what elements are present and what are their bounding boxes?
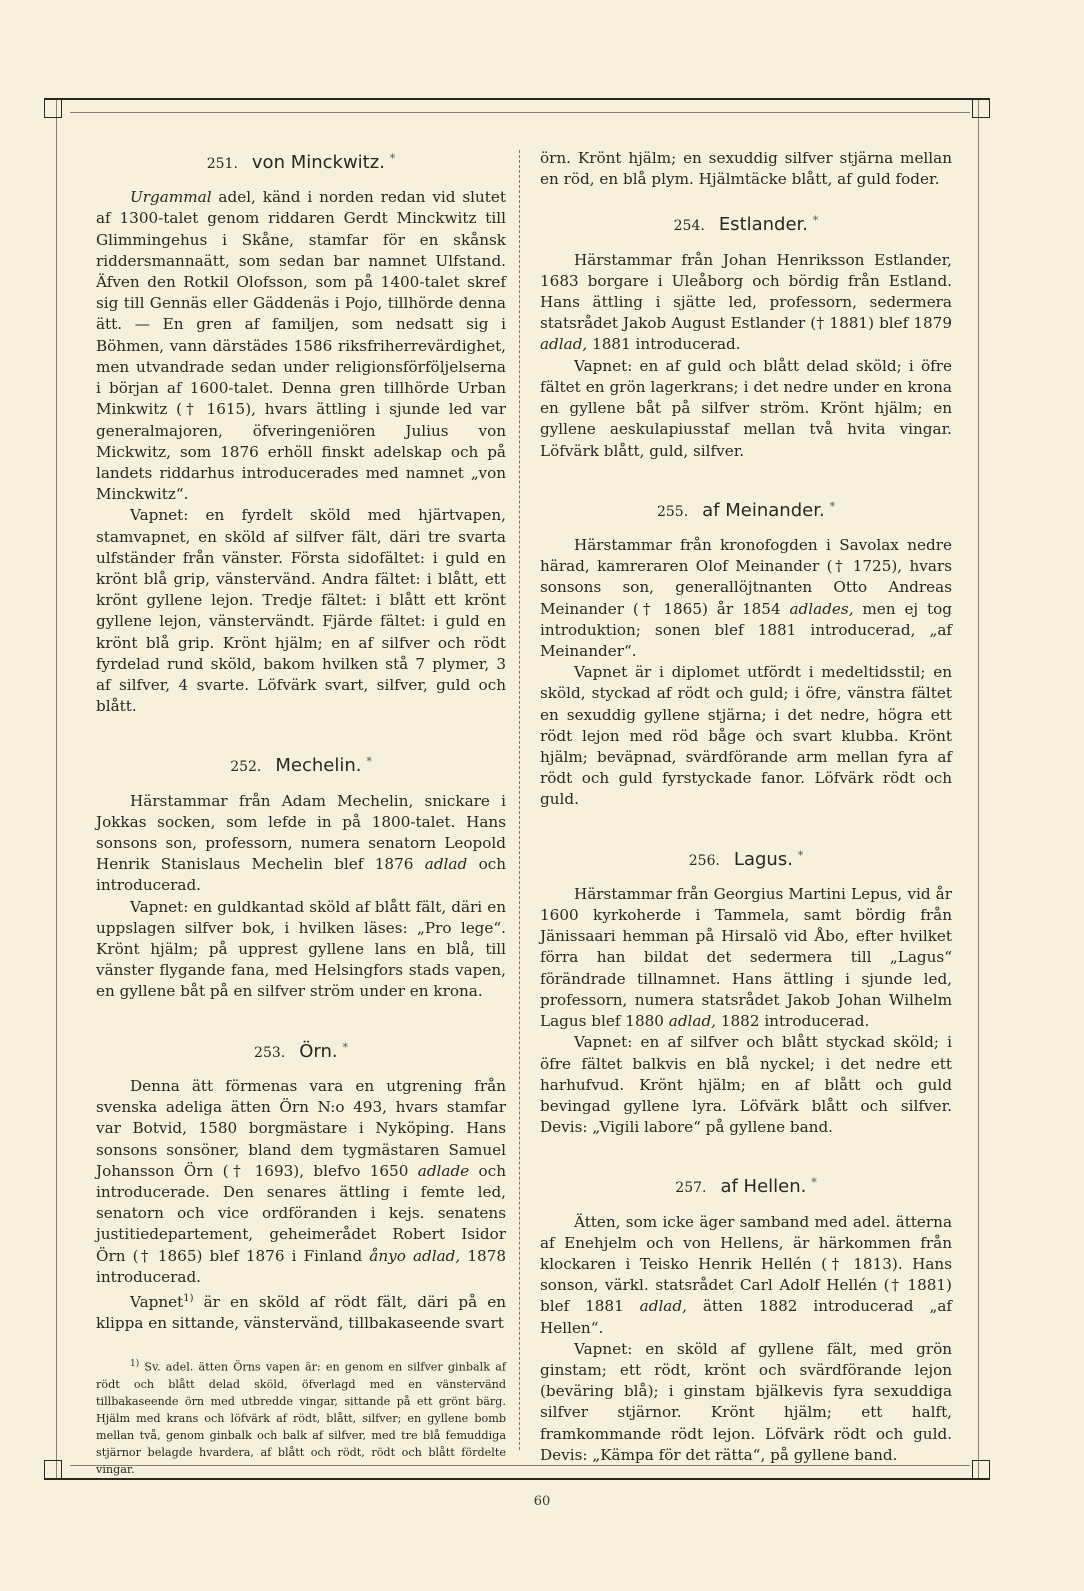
entry-number: 253.	[254, 1044, 286, 1061]
entry-254-paragraph-1	[540, 250, 952, 356]
paragraph-text: Denna ätt förmenas vara en utgrening från svenska adeliga ätten Örn N:o 493, hvars stamfar var Botvid, 1580 borgmästare i Nyköping. Hans sonsons sonsöner, bland dem tygmästaren Samuel Johansson Örn († 1693), blefvo 1650	[96, 1076, 506, 1180]
paragraph-text: Härstammar från Johan Henriksson Estlander, 1683 borgare i Uleåborg och bördig från Estland. Hans ättling i sjätte led, professorn, sedermera statsrådet Jakob August Estlander († 1881) blef 1879	[540, 250, 952, 333]
entry-name: Mechelin.	[275, 755, 362, 777]
italic-word: adlad,	[540, 335, 588, 354]
entry-name: Estlander.	[718, 214, 809, 236]
paragraph-text: och introducerade. Den senares ättling i femte led, senatorn och vice ordföranden i kejs. senatens justitiedepartement, geheimerådet Robert Isidor Örn († 1865) blef 1876 i Finland	[96, 1161, 506, 1265]
page-number: 60	[533, 1494, 551, 1509]
entry-heading-256	[540, 845, 952, 872]
entry-star: *	[812, 214, 819, 228]
paragraph-text: adel, känd i norden redan vid slutet af 1300-talet genom riddaren Gerdt Minckwitz till Glimmingehus i Skåne, stamfar för en skånsk riddersmannaätt, som sedan bar namnet Ulfstand. Äfven den Rotkil Olofsson, som på 1400-talet skref sig till Gennäs eller Gäddenäs i Pojo, tillhörde denna ätt. — En gren af familjen, som nedsatt sig i Böhmen, vann därstädes 1586 riksfriherrevärdighet, men utvandrade sedan under religionsförföljelserna i början af 1600-talet. Denna gren tillhörde Urban Minkwitz († 1615), hvars ättling i sjunde led var generalmajoren, öfveringeniören Julius von Mickwitz, som 1876 erhöll finskt adelskap och på landets riddarhus introducerades med namnet „von Minckwitz“.	[96, 188, 506, 504]
paragraph-text: Ätten, som icke äger samband med adel. ätterna af Enehjelm och von Hellens, är härkommen från klockaren i Teisko Henrik Hellén († 1813). Hans sonson, värkl. statsrådet Carl Adolf Hellén († 1881) blef 1881	[540, 1212, 952, 1316]
footnote-text: Sv. adel. ätten Örns vapen är: en genom en silfver ginbalk af rödt och blått delad sköld, öfverlagd med en vänstervänd tillbakaseende örn med utbredde vingar, sittande på ett grönt bärg. Hjälm med krans och löfvärk af rödt, blått, silfver; en gyllene bomb mellan två, genom ginbalk och balk af silfver, med tre blå femuddiga stjärnor belagde hvardera, af blått och rödt, rödt och blått fördelte vingar.	[96, 1361, 506, 1477]
entry-name: Lagus.	[733, 848, 793, 870]
entry-name: af Meinander.	[702, 499, 825, 521]
italic-word: ånyo adlad,	[369, 1246, 461, 1265]
entry-star: *	[811, 1176, 817, 1190]
paragraph-text: ätten 1882 introducerad „af Hellen“.	[540, 1297, 952, 1337]
frame-bottom-line	[44, 1478, 990, 1480]
paragraph-text: 1882 introducerad.	[716, 1012, 870, 1031]
frame-corner-bottom-right	[972, 1460, 990, 1478]
entry-257-paragraph-1	[540, 1212, 952, 1339]
entry-star: *	[797, 848, 804, 862]
paragraph-text: och introducerad.	[96, 855, 506, 895]
entry-star: *	[389, 152, 396, 165]
paragraph-text: 1878 introducerad.	[96, 1246, 506, 1286]
entry-star: *	[366, 755, 372, 769]
frame-top-inner-line	[70, 112, 970, 113]
entry-star: *	[829, 499, 835, 513]
italic-word: Urgammal	[130, 188, 212, 207]
left-column	[96, 148, 506, 1478]
entry-star: *	[342, 1040, 348, 1054]
paragraph-text: Härstammar från Georgius Martini Lepus, vid år 1600 kyrkoherde i Tammela, samt bördig från Jänissaari hemman på Hirsalö vid Åbo, efter hvilket förra han bildat det sedermera till „Lagus“ förändrade tillnamnet. Hans ättling i sjunde led, professorn, numera statsrådet Jakob Johan Wilhelm Lagus blef 1880	[540, 884, 952, 1031]
entry-252-paragraph-2: Vapnet: en guldkantad sköld af blått fält, däri en uppslagen silfver bok, i hvilken läses: „Pro lege“. Krönt hjälm; på upprest gyllene lans en blå, till vänster flygande fana, med Helsingfors stads vapen, en gyllene båt på en silfver ström under en krona.	[96, 897, 506, 1001]
entry-name: von Minckwitz.	[251, 152, 385, 174]
entry-256-paragraph-1	[540, 884, 952, 1032]
entry-heading-254	[540, 210, 952, 237]
italic-word: adlad,	[639, 1297, 687, 1316]
column-divider	[519, 150, 522, 1450]
entry-253-paragraph-2-continued: örn. Krönt hjälm; en sexuddig silfver stjärna mellan en röd, en blå plym. Hjälmtäcke blått, af guld foder.	[540, 149, 952, 189]
entry-number: 252.	[230, 759, 262, 776]
footnote-mark: 1)	[130, 1359, 140, 1370]
entry-251-paragraph-2: Vapnet: en fyrdelt sköld med hjärtvapen, stamvapnet, en sköld af silfver fält, däri tre svarta ulfständer från vänster. Första sidofältet: i guld en krönt blå grip, vänstervänd. Andra fältet: i blått, ett krönt gyllene lejon. Tredje fältet: i blått ett krönt gyllene lejon, vänstervändt. Fjärde fältet: i guld en krönt blå grip. Krönt hjälm; en af silfver och rödt fyrdelad rund sköld, bakom hvilken stå 7 plymer, 3 af silfver, 4 svarte. Löfvärk svart, silfver, guld och blått.	[96, 506, 506, 716]
frame-corner-top-left	[44, 100, 62, 118]
entry-251-paragraph-1	[96, 187, 506, 505]
frame-corner-bottom-left	[44, 1460, 62, 1478]
entry-heading-251	[96, 148, 506, 175]
entry-number: 255.	[656, 503, 689, 520]
footnote-reference: 1)	[183, 1292, 194, 1304]
entry-heading-253	[96, 1037, 506, 1064]
italic-word: adlade	[417, 1161, 470, 1180]
entry-number: 257.	[675, 1180, 707, 1197]
entry-253-paragraph-2	[96, 1288, 506, 1334]
entry-heading-252	[96, 751, 506, 778]
paragraph-text: men ej tog introduktion; sonen blef 1881 introducerad, „af Meinander“.	[540, 599, 952, 660]
entry-253-paragraph-1	[96, 1076, 506, 1288]
entry-255-paragraph-2: Vapnet är i diplomet utfördt i medeltidsstil; en sköld, styckad af rödt och guld; i öfre, vänstra fältet en sexuddig gyllene stjärna; i det nedre, högra ett rödt lejon med röd båge och svart klubba. Krönt hjälm; beväpnad, svärdförande arm mellan fyra af rödt och guld fyrstyckade fanor. Löfvärk rödt och guld.	[540, 663, 952, 809]
paragraph-text: är en sköld af rödt fält, däri på en klippa en sittande, vänstervänd, tillbakaseende svart	[96, 1293, 506, 1333]
footnote	[96, 1356, 506, 1478]
frame-corner-top-right	[972, 100, 990, 118]
entry-heading-257	[540, 1172, 952, 1199]
paragraph-text: 1881 introducerad.	[587, 335, 741, 354]
entry-254-paragraph-2: Vapnet: en af guld och blått delad sköld; i öfre fältet en grön lagerkrans; i det nedre under en krona en gyllene båt på silfver ström. Krönt hjälm; en gyllene aeskulapiusstaf mellan två hvita vingar. Löfvärk blått, guld, silfver.	[540, 356, 952, 460]
frame-left-line	[56, 100, 57, 1478]
italic-word: adlad,	[668, 1012, 717, 1031]
entry-name: af Hellen.	[720, 1176, 807, 1198]
entry-257-paragraph-2: Vapnet: en sköld af gyllene fält, med grön ginstam; ett rödt, krönt och svärdförande lejon (beväring blå); i ginstam bjälkevis fyra sexuddiga silfver stjärnor. Krönt hjälm; ett halft, framkommande rödt lejon. Löfvärk rödt och guld. Devis: „Kämpa för det rätta“, på gyllene band.	[540, 1339, 952, 1464]
entry-255-paragraph-1	[540, 535, 952, 662]
paragraph-text: Härstammar från kronofogden i Savolax nedre härad, kamreraren Olof Meinander († 1725), hvars sonsons son, generallöjtnanten Otto Andreas Meinander († 1865) år 1854	[540, 535, 952, 618]
frame-top-line	[44, 98, 990, 100]
entry-number: 254.	[673, 218, 705, 235]
frame-right-line	[978, 100, 979, 1478]
italic-word: adlad	[424, 855, 468, 874]
italic-word: adlades,	[789, 599, 854, 618]
paragraph-text: Härstammar från Adam Mechelin, snickare i Jokkas socken, som lefde in på 1800-talet. Hans sonsons son, professorn, numera senatorn Leopold Henrik Stanislaus Mechelin blef 1876	[96, 791, 506, 874]
entry-252-paragraph-1	[96, 791, 506, 897]
entry-number: 256.	[688, 852, 720, 869]
paragraph-text: Vapnet	[130, 1293, 184, 1311]
entry-name: Örn.	[299, 1040, 338, 1062]
entry-number: 251.	[206, 156, 238, 173]
entry-heading-255	[540, 496, 952, 523]
entry-256-paragraph-2: Vapnet: en af silfver och blått styckad sköld; i öfre fältet balkvis en blå nyckel; i det nedre ett harhufvud. Krönt hjälm; en af blått och guld bevingad gyllene lyra. Löfvärk blått och silfver. Devis: „Vigili labore“ på gyllene band.	[540, 1033, 952, 1137]
right-column	[540, 148, 952, 1466]
